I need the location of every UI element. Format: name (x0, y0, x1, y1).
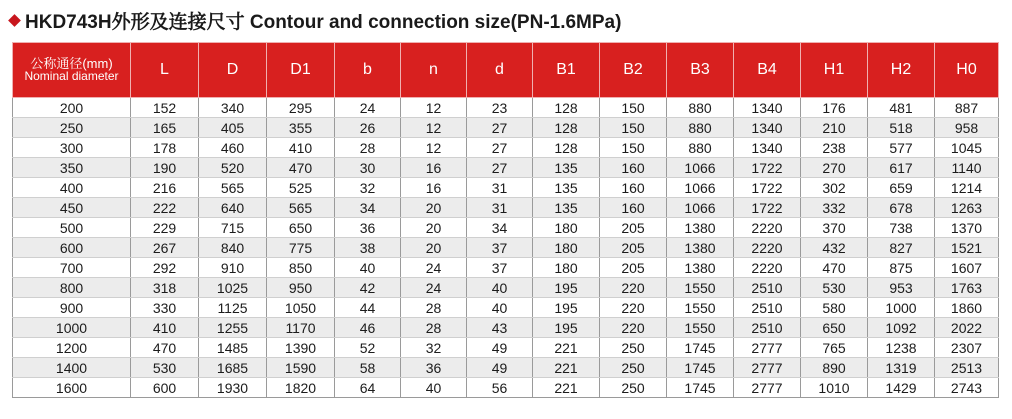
header-H2: H2 (868, 43, 935, 98)
table-cell: 1400 (13, 358, 131, 378)
table-row (13, 298, 999, 318)
table-cell: 518 (868, 118, 935, 138)
table-cell: 52 (335, 338, 401, 358)
table-cell: 1722 (734, 178, 801, 198)
table-cell: 1380 (667, 238, 734, 258)
table-cell: 135 (533, 158, 600, 178)
table-cell: 2022 (935, 318, 999, 338)
table-cell: 1685 (199, 358, 267, 378)
table-cell: 1340 (734, 138, 801, 158)
table-cell: 659 (868, 178, 935, 198)
table-row (13, 138, 999, 158)
table-cell: 221 (533, 358, 600, 378)
header-B2: B2 (600, 43, 667, 98)
table-cell: 577 (868, 138, 935, 158)
table-cell: 1045 (935, 138, 999, 158)
table-cell: 292 (131, 258, 199, 278)
table-cell: 300 (13, 138, 131, 158)
table-cell: 1000 (13, 318, 131, 338)
table-cell: 32 (335, 178, 401, 198)
table-cell: 205 (600, 218, 667, 238)
diamond-bullet-icon (8, 14, 21, 27)
table-cell: 128 (533, 118, 600, 138)
table-cell: 31 (467, 178, 533, 198)
table-cell: 20 (401, 198, 467, 218)
table-cell: 216 (131, 178, 199, 198)
table-cell: 2307 (935, 338, 999, 358)
table-cell: 38 (335, 238, 401, 258)
table-cell: 2777 (734, 338, 801, 358)
table-cell: 12 (401, 118, 467, 138)
header-H1: H1 (801, 43, 868, 98)
table-cell: 1255 (199, 318, 267, 338)
table-cell: 128 (533, 138, 600, 158)
table-cell: 1745 (667, 378, 734, 398)
table-cell: 160 (600, 198, 667, 218)
table-cell: 250 (600, 358, 667, 378)
table-cell: 887 (935, 98, 999, 118)
table-cell: 1066 (667, 178, 734, 198)
table-row (13, 278, 999, 298)
table-row (13, 118, 999, 138)
table-cell: 250 (600, 338, 667, 358)
table-cell: 150 (600, 118, 667, 138)
table-cell: 150 (600, 98, 667, 118)
header-L: L (131, 43, 199, 98)
table-cell: 27 (467, 118, 533, 138)
table-cell: 525 (267, 178, 335, 198)
table-cell: 44 (335, 298, 401, 318)
table-header-row (13, 43, 999, 98)
table-cell: 34 (335, 198, 401, 218)
header-B1: B1 (533, 43, 600, 98)
table-row (13, 358, 999, 378)
table-cell: 1600 (13, 378, 131, 398)
table-cell: 765 (801, 338, 868, 358)
table-cell: 1340 (734, 98, 801, 118)
table-cell: 827 (868, 238, 935, 258)
table-cell: 355 (267, 118, 335, 138)
table-cell: 37 (467, 258, 533, 278)
table-cell: 1200 (13, 338, 131, 358)
table-cell: 43 (467, 318, 533, 338)
table-row (13, 98, 999, 118)
table-cell: 332 (801, 198, 868, 218)
table-cell: 340 (199, 98, 267, 118)
table-cell: 1214 (935, 178, 999, 198)
table-cell: 370 (801, 218, 868, 238)
table-cell: 470 (267, 158, 335, 178)
table-cell: 150 (600, 138, 667, 158)
header-b: b (335, 43, 401, 98)
table-cell: 12 (401, 98, 467, 118)
table-cell: 30 (335, 158, 401, 178)
table-cell: 1745 (667, 338, 734, 358)
table-cell: 1010 (801, 378, 868, 398)
table-cell: 270 (801, 158, 868, 178)
table-cell: 220 (600, 318, 667, 338)
table-cell: 302 (801, 178, 868, 198)
table-cell: 1000 (868, 298, 935, 318)
table-cell: 23 (467, 98, 533, 118)
table-cell: 49 (467, 338, 533, 358)
table-cell: 470 (801, 258, 868, 278)
table-cell: 1550 (667, 278, 734, 298)
title-bar (6, 5, 621, 35)
table-cell: 2510 (734, 318, 801, 338)
table-cell: 195 (533, 278, 600, 298)
table-row (13, 158, 999, 178)
table-cell: 640 (199, 198, 267, 218)
table-cell: 850 (267, 258, 335, 278)
table-cell: 152 (131, 98, 199, 118)
table-cell: 46 (335, 318, 401, 338)
table-cell: 165 (131, 118, 199, 138)
table-cell: 135 (533, 198, 600, 218)
header-nominal-diameter-cn: 公称通径(mm) (30, 56, 113, 71)
table-cell: 195 (533, 318, 600, 338)
table-cell: 1429 (868, 378, 935, 398)
table-cell: 1930 (199, 378, 267, 398)
table-cell: 432 (801, 238, 868, 258)
table-cell: 222 (131, 198, 199, 218)
table-cell: 28 (401, 298, 467, 318)
table-cell: 24 (335, 98, 401, 118)
table-cell: 1380 (667, 218, 734, 238)
table-cell: 875 (868, 258, 935, 278)
dimension-table (12, 42, 999, 398)
table-row (13, 378, 999, 398)
table-cell: 40 (467, 278, 533, 298)
table-cell: 1550 (667, 298, 734, 318)
table-cell: 210 (801, 118, 868, 138)
table-cell: 178 (131, 138, 199, 158)
table-cell: 1140 (935, 158, 999, 178)
table-cell: 128 (533, 98, 600, 118)
table-row (13, 218, 999, 238)
table-cell: 775 (267, 238, 335, 258)
table-cell: 600 (13, 238, 131, 258)
table-cell: 330 (131, 298, 199, 318)
table-cell: 900 (13, 298, 131, 318)
table-cell: 1485 (199, 338, 267, 358)
table-cell: 910 (199, 258, 267, 278)
table-cell: 2743 (935, 378, 999, 398)
table-cell: 20 (401, 238, 467, 258)
table-cell: 953 (868, 278, 935, 298)
table-cell: 460 (199, 138, 267, 158)
table-cell: 1050 (267, 298, 335, 318)
table-cell: 1066 (667, 198, 734, 218)
table-cell: 2510 (734, 298, 801, 318)
table-cell: 12 (401, 138, 467, 158)
table-cell: 1390 (267, 338, 335, 358)
table-cell: 1025 (199, 278, 267, 298)
table-cell: 42 (335, 278, 401, 298)
table-cell: 1722 (734, 198, 801, 218)
table-cell: 1590 (267, 358, 335, 378)
table-cell: 1238 (868, 338, 935, 358)
table-cell: 56 (467, 378, 533, 398)
table-row (13, 238, 999, 258)
table-cell: 190 (131, 158, 199, 178)
table-cell: 295 (267, 98, 335, 118)
table-cell: 220 (600, 278, 667, 298)
header-B4: B4 (734, 43, 801, 98)
table-cell: 880 (667, 118, 734, 138)
table-cell: 250 (600, 378, 667, 398)
table-cell: 37 (467, 238, 533, 258)
table-cell: 160 (600, 178, 667, 198)
table-cell: 27 (467, 158, 533, 178)
table-cell: 530 (801, 278, 868, 298)
table-cell: 28 (335, 138, 401, 158)
table-cell: 400 (13, 178, 131, 198)
table-cell: 2513 (935, 358, 999, 378)
table-cell: 1860 (935, 298, 999, 318)
table-cell: 1170 (267, 318, 335, 338)
table-cell: 880 (667, 138, 734, 158)
table-cell: 1763 (935, 278, 999, 298)
table-cell: 49 (467, 358, 533, 378)
table-cell: 650 (801, 318, 868, 338)
table-cell: 738 (868, 218, 935, 238)
table-cell: 318 (131, 278, 199, 298)
header-B3: B3 (667, 43, 734, 98)
table-cell: 16 (401, 158, 467, 178)
table-cell: 1370 (935, 218, 999, 238)
table-cell: 24 (401, 258, 467, 278)
table-cell: 481 (868, 98, 935, 118)
table-cell: 58 (335, 358, 401, 378)
table-cell: 160 (600, 158, 667, 178)
table-cell: 1125 (199, 298, 267, 318)
table-cell: 1092 (868, 318, 935, 338)
table-cell: 64 (335, 378, 401, 398)
table-cell: 800 (13, 278, 131, 298)
header-H0: H0 (935, 43, 999, 98)
table-cell: 470 (131, 338, 199, 358)
table-cell: 350 (13, 158, 131, 178)
table-row (13, 338, 999, 358)
table-cell: 195 (533, 298, 600, 318)
table-cell: 580 (801, 298, 868, 318)
table-cell: 40 (467, 298, 533, 318)
header-d: d (467, 43, 533, 98)
table-cell: 2777 (734, 378, 801, 398)
table-cell: 16 (401, 178, 467, 198)
table-cell: 221 (533, 338, 600, 358)
table-cell: 20 (401, 218, 467, 238)
table-cell: 700 (13, 258, 131, 278)
table-cell: 2777 (734, 358, 801, 378)
table-cell: 205 (600, 238, 667, 258)
table-cell: 650 (267, 218, 335, 238)
table-row (13, 178, 999, 198)
table-cell: 880 (667, 98, 734, 118)
table-cell: 1319 (868, 358, 935, 378)
table-cell: 1607 (935, 258, 999, 278)
table-cell: 229 (131, 218, 199, 238)
table-cell: 1745 (667, 358, 734, 378)
header-nominal-diameter (13, 43, 131, 98)
table-cell: 200 (13, 98, 131, 118)
table-cell: 32 (401, 338, 467, 358)
table-cell: 450 (13, 198, 131, 218)
table-cell: 1722 (734, 158, 801, 178)
table-cell: 1340 (734, 118, 801, 138)
table-cell: 530 (131, 358, 199, 378)
table-cell: 221 (533, 378, 600, 398)
header-D: D (199, 43, 267, 98)
table-cell: 31 (467, 198, 533, 218)
table-cell: 410 (267, 138, 335, 158)
table-cell: 2220 (734, 238, 801, 258)
table-cell: 24 (401, 278, 467, 298)
table-row (13, 258, 999, 278)
table-cell: 840 (199, 238, 267, 258)
table-cell: 238 (801, 138, 868, 158)
table-cell: 520 (199, 158, 267, 178)
table-cell: 27 (467, 138, 533, 158)
table-cell: 678 (868, 198, 935, 218)
table-cell: 36 (401, 358, 467, 378)
table-cell: 890 (801, 358, 868, 378)
table-cell: 1521 (935, 238, 999, 258)
table-cell: 2220 (734, 258, 801, 278)
table-cell: 180 (533, 258, 600, 278)
table-cell: 617 (868, 158, 935, 178)
table-cell: 958 (935, 118, 999, 138)
table-cell: 600 (131, 378, 199, 398)
table-cell: 2510 (734, 278, 801, 298)
table-cell: 1820 (267, 378, 335, 398)
table-body (13, 98, 999, 398)
table-cell: 205 (600, 258, 667, 278)
table-cell: 180 (533, 238, 600, 258)
table-cell: 250 (13, 118, 131, 138)
table-cell: 180 (533, 218, 600, 238)
table-cell: 1380 (667, 258, 734, 278)
table-row (13, 198, 999, 218)
header-D1: D1 (267, 43, 335, 98)
table-cell: 1066 (667, 158, 734, 178)
table-cell: 176 (801, 98, 868, 118)
table-cell: 34 (467, 218, 533, 238)
page-title: HKD743H外形及连接尺寸 Contour and connection size(PN-1.6MPa) (25, 11, 622, 33)
table-cell: 410 (131, 318, 199, 338)
table-cell: 715 (199, 218, 267, 238)
table-cell: 1263 (935, 198, 999, 218)
table-cell: 40 (335, 258, 401, 278)
table-cell: 1550 (667, 318, 734, 338)
table-cell: 40 (401, 378, 467, 398)
table-row (13, 318, 999, 338)
table-cell: 26 (335, 118, 401, 138)
header-n: n (401, 43, 467, 98)
table-cell: 2220 (734, 218, 801, 238)
table-cell: 500 (13, 218, 131, 238)
table-cell: 267 (131, 238, 199, 258)
table-cell: 135 (533, 178, 600, 198)
table-cell: 565 (199, 178, 267, 198)
table-cell: 28 (401, 318, 467, 338)
table-cell: 36 (335, 218, 401, 238)
table-cell: 950 (267, 278, 335, 298)
header-nominal-diameter-en: Nominal diameter (24, 69, 119, 83)
table-cell: 405 (199, 118, 267, 138)
table-cell: 565 (267, 198, 335, 218)
table-cell: 220 (600, 298, 667, 318)
